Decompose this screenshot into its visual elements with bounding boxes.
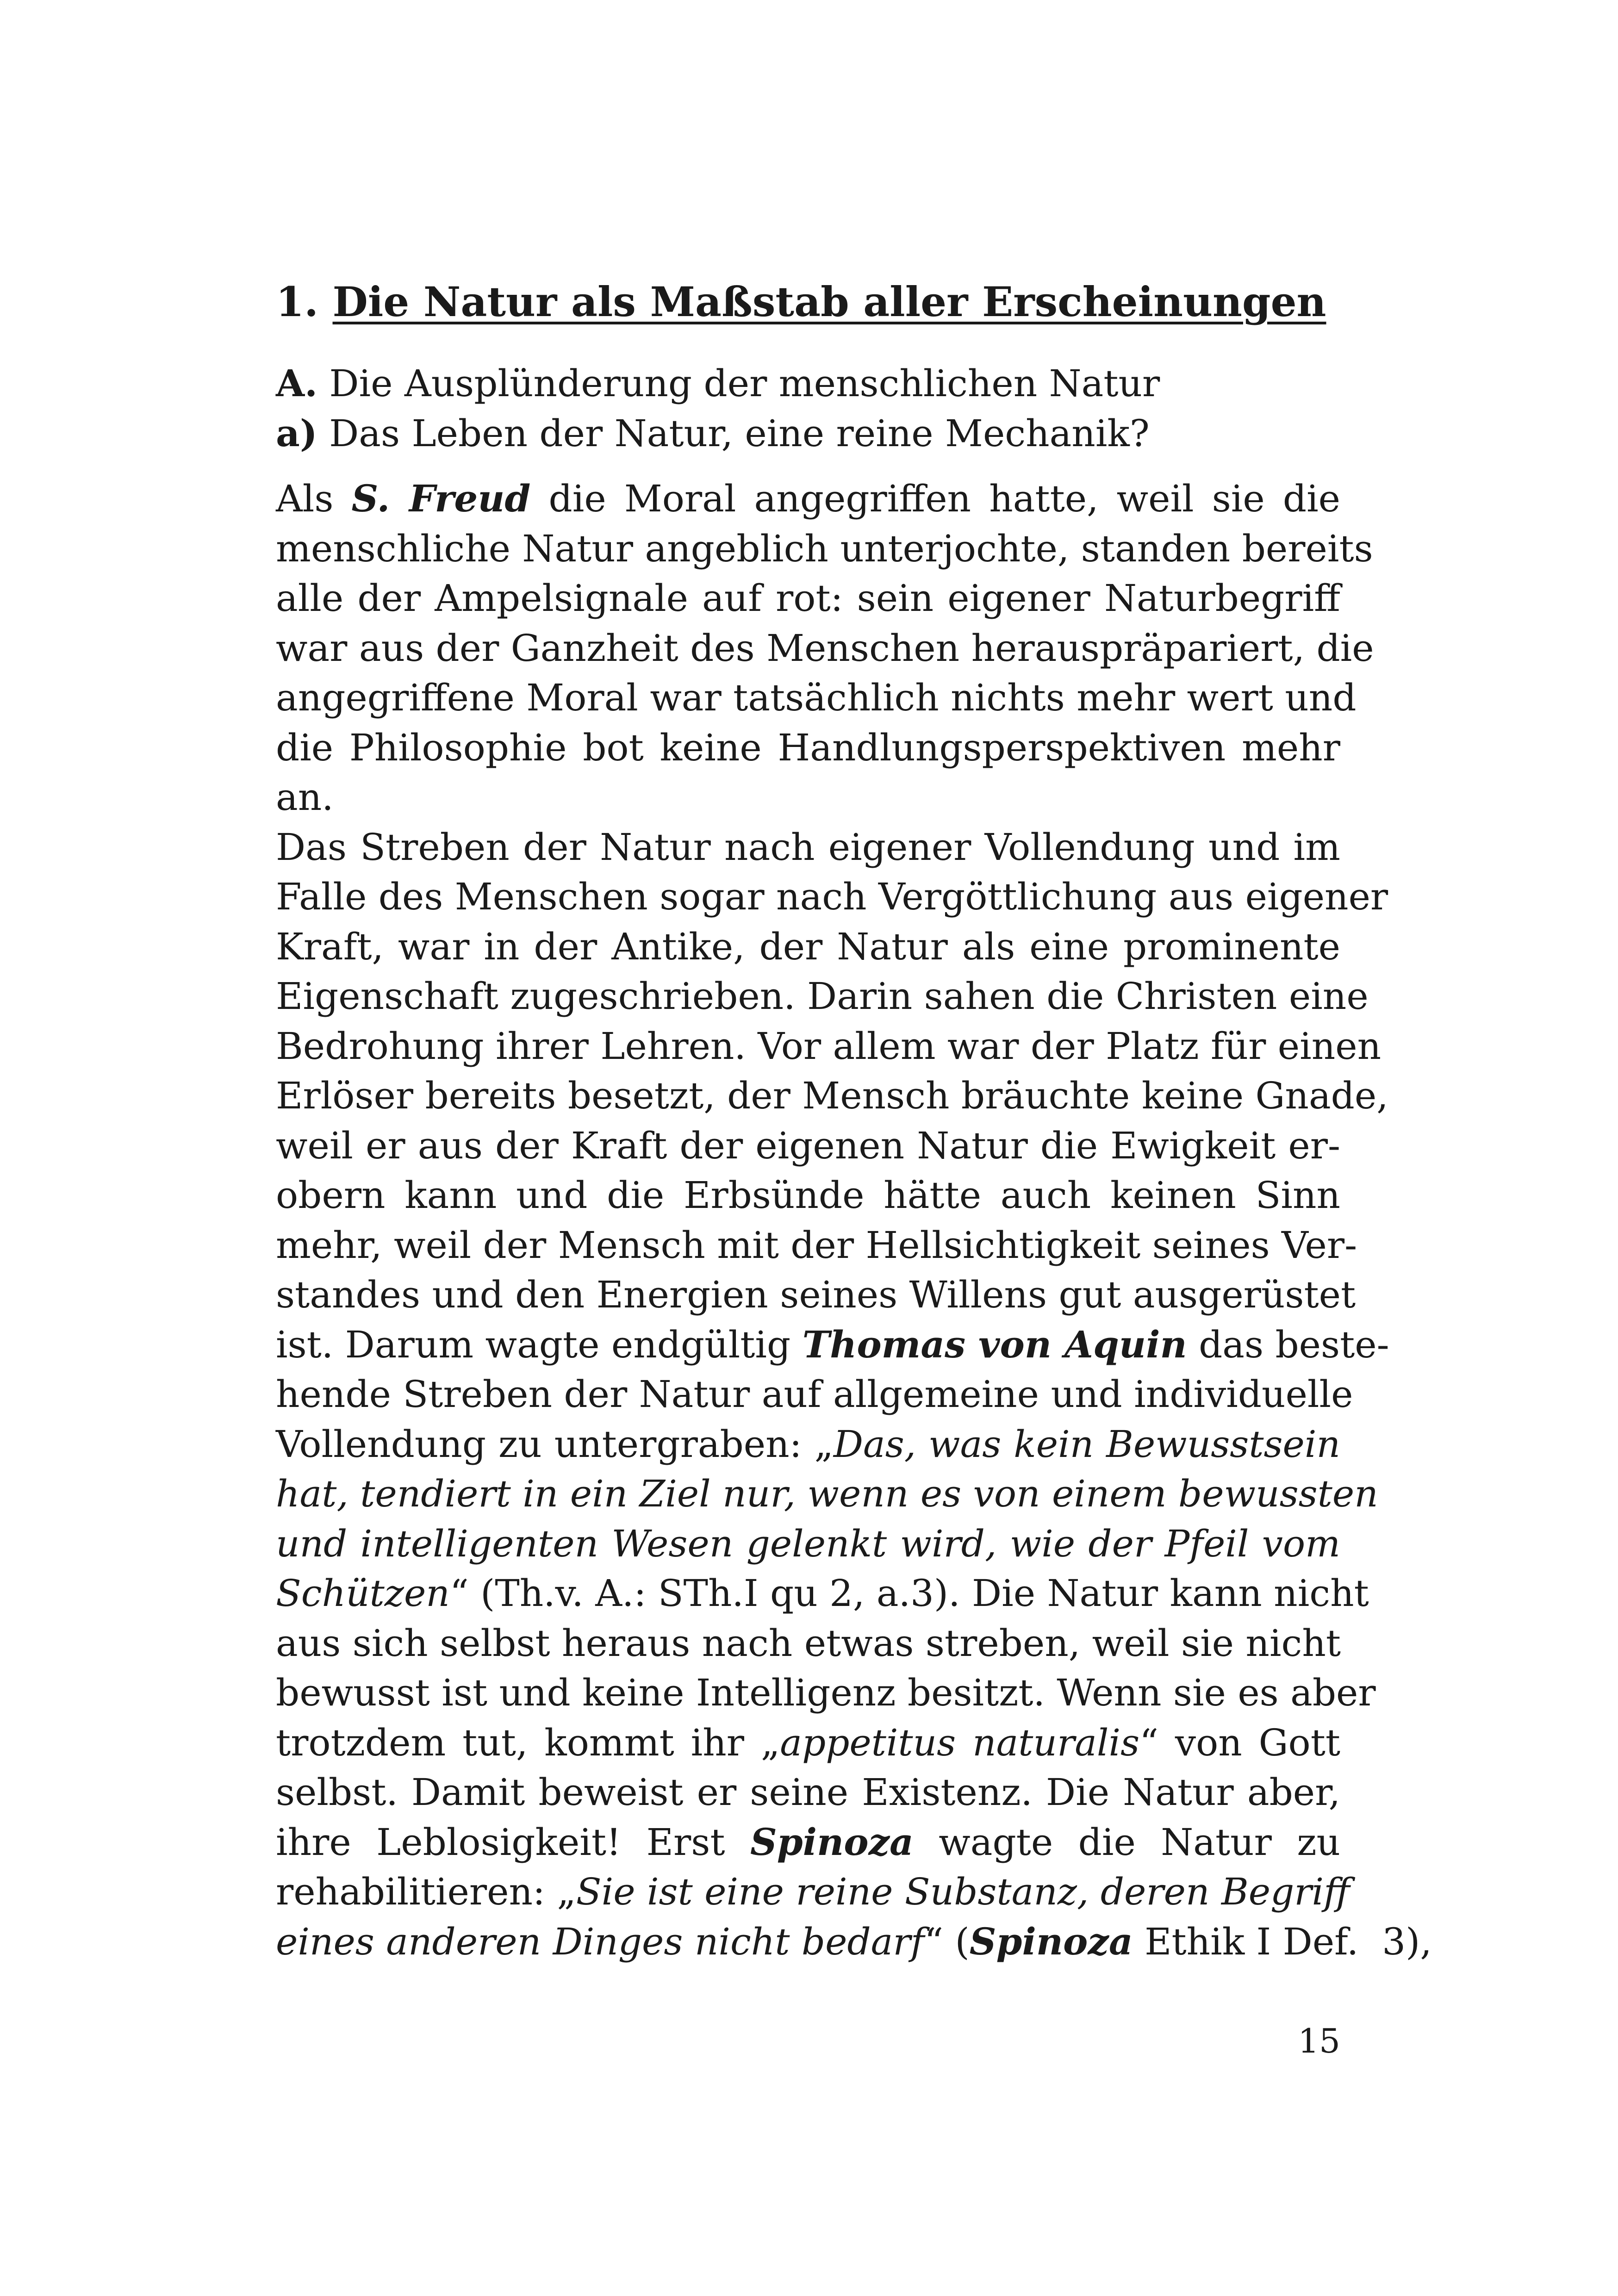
text-segment: das beste- — [1187, 1323, 1389, 1366]
text-line — [276, 1767, 1340, 1817]
text-line — [276, 1369, 1353, 1419]
text-segment: angegriffene Moral war tatsächlich nichts mehr wert und — [276, 676, 1357, 719]
text-segment: Das Streben der Natur nach eigener Vollendung und im — [276, 825, 1340, 869]
text-line — [276, 1320, 1389, 1370]
text-segment: menschliche Natur angeblich unterjochte, standen bereits — [276, 527, 1373, 570]
text-line — [276, 971, 1369, 1021]
text-line — [276, 822, 1340, 872]
text-line — [276, 474, 1340, 524]
text-segment: standes und den Energien seines Willens gut ausgerüstet — [276, 1273, 1356, 1316]
subsection-heading — [276, 408, 1150, 459]
text-line — [276, 1917, 1432, 1967]
text-segment: selbst. Damit beweist er seine Existenz. Die Natur aber, — [276, 1771, 1340, 1814]
text-line — [276, 1170, 1340, 1220]
text-line — [276, 1817, 1340, 1867]
subsection-label: a) — [276, 411, 317, 455]
text-line — [276, 1519, 1340, 1569]
section-heading — [276, 358, 1160, 409]
text-line — [276, 573, 1340, 623]
text-line — [276, 922, 1340, 972]
chapter-heading — [276, 274, 1326, 330]
text-line — [276, 1121, 1340, 1171]
text-segment: “ ( — [924, 1920, 970, 1963]
bold-italic-text: Spinoza — [969, 1919, 1133, 1963]
body-paragraphs — [276, 474, 1432, 1966]
chapter-title: Die Natur als Maßstab aller Erscheinungen — [332, 278, 1326, 326]
text-segment: bewusst ist und keine Intelligenz besitzt. Wenn sie es aber — [276, 1671, 1376, 1714]
text-segment: Erlöser bereits besetzt, der Mensch bräuchte keine Gnade, — [276, 1074, 1388, 1117]
text-segment: Falle des Menschen sogar nach Vergöttlichung aus eigener — [276, 875, 1388, 918]
text-line — [276, 1668, 1376, 1718]
text-segment: Ethik I Def. 3), — [1133, 1920, 1432, 1963]
subsection-title: Das Leben der Natur, eine reine Mechanik? — [329, 412, 1150, 455]
text-segment: wagte die Natur zu — [913, 1820, 1341, 1864]
bold-italic-text: S. Freud — [351, 477, 531, 520]
text-segment: rehabilitieren: „ — [276, 1870, 576, 1913]
text-line — [276, 673, 1357, 723]
italic-text: hat, tendiert in ein Ziel nur, wenn es von einem bewussten — [276, 1472, 1378, 1515]
text-segment: Vollendung zu untergraben: „ — [276, 1422, 834, 1466]
text-line — [276, 524, 1373, 574]
section-label: A. — [276, 361, 317, 405]
text-line — [276, 1867, 1350, 1917]
text-segment: die Moral angegriffen hatte, weil sie die — [530, 477, 1341, 520]
text-segment: alle der Ampelsignale auf rot: sein eigener Naturbegriff — [276, 577, 1340, 620]
bold-italic-text: Thomas von Aquin — [802, 1322, 1187, 1366]
section-title: Die Ausplünderung der menschlichen Natur — [329, 362, 1160, 405]
italic-text: Das, was kein Bewusstsein — [833, 1422, 1340, 1466]
text-line — [276, 1220, 1357, 1270]
italic-text: appetitus naturalis — [780, 1721, 1140, 1764]
text-segment: Als — [276, 477, 352, 520]
text-line — [276, 623, 1374, 673]
italic-text: Schützen — [276, 1572, 450, 1615]
text-segment: “ (Th.v. A.: STh.I qu 2, a.3). Die Natur kann nicht — [449, 1572, 1369, 1615]
text-line — [276, 1071, 1388, 1121]
text-line — [276, 1469, 1378, 1519]
text-segment: trotzdem tut, kommt ihr „ — [276, 1721, 780, 1764]
text-line — [276, 772, 1340, 822]
text-line — [276, 1568, 1369, 1618]
text-line — [276, 1718, 1340, 1768]
text-segment: “ von Gott — [1139, 1721, 1340, 1764]
text-segment: mehr, weil der Mensch mit der Hellsichtigkeit seines Ver- — [276, 1223, 1357, 1267]
text-segment: ist. Darum wagte endgültig — [276, 1323, 803, 1366]
italic-text: eines anderen Dinges nicht bedarf — [276, 1920, 925, 1963]
text-segment: obern kann und die Erbsünde hätte auch keinen Sinn — [276, 1174, 1340, 1217]
text-segment: Bedrohung ihrer Lehren. Vor allem war der Platz für einen — [276, 1024, 1382, 1068]
text-line — [276, 723, 1340, 773]
text-line — [276, 872, 1388, 922]
text-line — [276, 1419, 1340, 1469]
bold-italic-text: Spinoza — [750, 1820, 914, 1864]
text-segment: ihre Leblosigkeit! Erst — [276, 1820, 750, 1864]
text-line — [276, 1618, 1340, 1668]
text-segment: Kraft, war in der Antike, der Natur als eine prominente — [276, 925, 1340, 968]
text-line — [276, 1270, 1356, 1320]
text-segment: Eigenschaft zugeschrieben. Darin sahen die Christen eine — [276, 975, 1369, 1018]
text-line — [276, 1021, 1382, 1071]
italic-text: und intelligenten Wesen gelenkt wird, wie der Pfeil vom — [276, 1522, 1340, 1565]
text-segment: aus sich selbst heraus nach etwas streben, weil sie nicht — [276, 1621, 1341, 1665]
text-segment: die Philosophie bot keine Handlungsperspektiven mehr — [276, 726, 1340, 769]
text-segment: war aus der Ganzheit des Menschen herauspräpariert, die — [276, 626, 1374, 670]
page-number: 15 — [1298, 2022, 1340, 2060]
text-segment: hende Streben der Natur auf allgemeine und individuelle — [276, 1373, 1353, 1416]
italic-text: Sie ist eine reine Substanz, deren Begriff — [576, 1870, 1350, 1913]
text-segment: an. — [276, 776, 334, 819]
chapter-number: 1. — [276, 278, 318, 326]
text-segment: weil er aus der Kraft der eigenen Natur die Ewigkeit er- — [276, 1124, 1340, 1167]
